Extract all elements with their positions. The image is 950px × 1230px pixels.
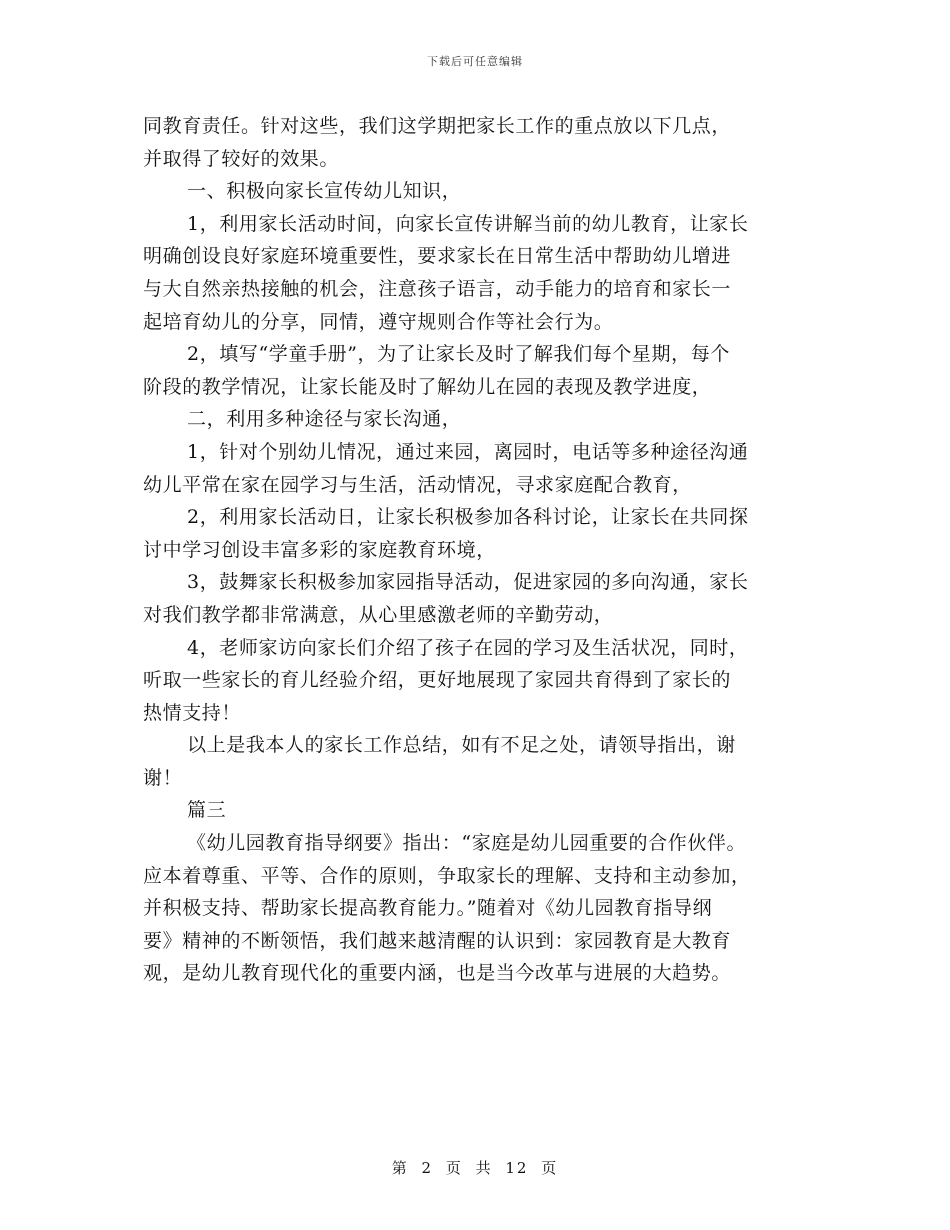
text-line: 讨中学习创设丰富多彩的家庭教育环境，: [143, 538, 496, 561]
text-line: 篇三: [187, 799, 227, 822]
text-line: 明确创设良好家庭环境重要性，要求家长在日常生活中帮助幼儿增进: [143, 245, 732, 268]
text-line: 起培育幼儿的分享，同情，遵守规则合作等社会行为。: [143, 310, 614, 333]
text-line: 阶段的教学情况，让家长能及时了解幼儿在园的表现及教学进度，: [143, 375, 712, 398]
text-line: 1，针对个别幼儿情况，通过来园，离园时，电话等多种途径沟通: [187, 440, 749, 463]
text-line: 观，是幼儿教育现代化的重要内涵，也是当今改革与进展的大趋势。: [143, 962, 732, 985]
text-line: 谢！: [143, 766, 183, 789]
text-line: 2，填写“学童手册”，为了让家长及时了解我们每个星期，每个: [187, 343, 730, 366]
text-line: 4，老师家访向家长们介绍了孩子在园的学习及生活状况，同时，: [187, 636, 749, 659]
text-line: 幼儿平常在家在园学习与生活，活动情况，寻求家庭配合教育，: [143, 473, 692, 496]
text-line: 二，利用多种途径与家长沟通，: [187, 408, 462, 431]
text-line: 以上是我本人的家长工作总结，如有不足之处，请领导指出，谢: [187, 734, 736, 757]
page-number-footer: 第 2 页 共 12 页: [391, 1159, 559, 1177]
text-line: 并取得了较好的效果。: [143, 147, 340, 170]
text-line: 热情支持！: [143, 701, 242, 724]
text-line: 《幼儿园教育指导纲要》指出：“家庭是幼儿园重要的合作伙伴。: [187, 832, 747, 855]
text-line: 并积极支持、帮助家长提高教育能力。”随着对《幼儿园教育指导纲: [143, 897, 713, 920]
text-line: 3，鼓舞家长积极参加家园指导活动，促进家园的多向沟通，家长: [187, 571, 749, 594]
text-line: 与大自然亲热接触的机会，注意孩子语言，动手能力的培育和家长一: [143, 277, 732, 300]
text-line: 同教育责任。针对这些，我们这学期把家长工作的重点放以下几点，: [143, 115, 732, 137]
text-line: 听取一些家长的育儿经验介绍，更好地展现了家园共育得到了家长的: [143, 669, 732, 692]
text-line: 2，利用家长活动日，让家长积极参加各科讨论，让家长在共同探: [187, 506, 749, 529]
text-line: 1，利用家长活动时间，向家长宣传讲解当前的幼儿教育，让家长: [187, 212, 749, 235]
text-line: 应本着尊重、平等、合作的原则，争取家长的理解、支持和主动参加，: [143, 864, 751, 887]
text-line: 要》精神的不断领悟，我们越来越清醒的认识到：家园教育是大教育: [143, 929, 732, 952]
document-body: [143, 110, 813, 990]
page-header: 下载后可任意编辑: [427, 55, 523, 68]
text-line: 对我们教学都非常满意，从心里感激老师的辛勤劳动，: [143, 603, 614, 626]
text-line: 一、积极向家长宣传幼儿知识，: [187, 180, 462, 203]
